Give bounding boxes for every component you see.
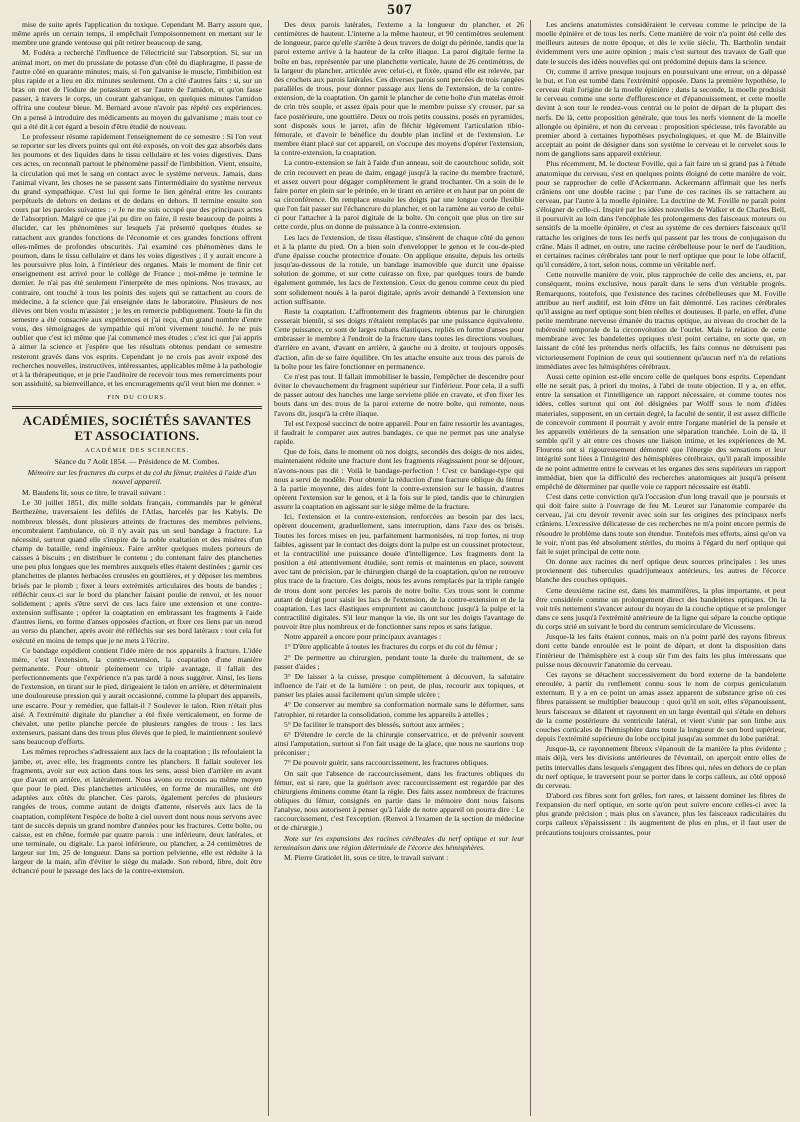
paragraph: Cette deuxième racine est, dans les mammifères, la plus importante, et peut être considérée comme un prolongement direct des bandelettes optiques. On la voit très nettement s'avancer autour du noyau de la couche optique et se prolonger dans ce sens jusqu'à l'extrémité antérieure de la ligne qui sépare la couche optique du corps strié en suivant le bord du centrum semicirculare de Vicussens.	[536, 585, 786, 632]
paragraph: Jusque-là les faits étaient connus, mais on n'a point parlé des rayons fibreux dont cette bande enroulée est le point de départ, et dont la disposition dans l'intérieur de l'hémisphère est à coup sûr l'un des faits les plus intéressans que puisse nous découvrir l'anatomie du cerveau.	[536, 632, 786, 669]
paragraph: D'abord ces fibres sont fort grêles, fort rares, et laissent dominer les fibres de l'expansion du nerf optique, en sorte qu'on peut suivre encore celles-ci avec la plus grande précision ; mais plus on s'avance, plus les faisceaux radiculaires du corps calleux s'épaississent : ils augmentent de plus en plus, et il faut user de précautions toujours croissantes, pour	[536, 790, 786, 837]
paragraph: On sait que l'absence de raccourcissement, dans les fractures obliques du fémur, est si rare, que la guérison avec raccourcissement est regardée par des chirurgiens éminens comme étant la règle. Des faits assez nombreux de fractures obliques du fémur, consignés en partie dans le mémoire dont nous faisons l'analyse, nous autorisent à penser qu'à l'aide de notre appareil on pourra dire : Le raccourcissement, c'est l'exception. (Renvoi à l'examen de la section de médecine et de chirurgie.)	[274, 768, 524, 833]
paragraph: Ici, l'extension et la contre-extension, renforcées au besoin par des lacs, opèrent doucement, graduellement, sans interruption, dans l'axe des os brisés. Toutes les forces mises en jeu, parfaitement harmonisées, ni trop fortes, ni trop faibles, agissent par le contact des doigts dont la pulpe est un coussinet protecteur, et la contractilité une puissance douée d'intelligence. Les fragments dont la position a été attentivement étudiée, sont remis et maintenus en place, souvent avec tant de précision, par le chirurgien chargé de la coaptation, qu'on ne retrouve plus trace de la fracture. Ces doigts, nous les avons remplacés par la triple rangée de trous dont sont percées les parois de notre boîte. Ces trous sont le comme autant de doigt pour saisir les lacs de l'extension, de la contre-extension et de la coaptation. Les lacs élastiques empruntent au caoutchouc jusqu'à la pulpe et la contractilité digitales. S'il leur manque la vie, ils ont sur les doigts l'avantage de pouvoir être plus nombreux et de fonctionner sans repos et sans fatigue.	[274, 512, 524, 632]
paragraph: C'est dans cette conviction qu'à l'occasion d'un long travail que je poursuis et qui doit faire suite à l'ouvrage de feu M. Leuret sur l'anatomie comparée du cerveau, j'ai cru devoir revenir avec soin sur les origines des principaux nerfs crâniens. L'excessive délicatesse de ces recherches ne m'a point encore permis de résoudre le problème dans toute son étendue. Toutefois mes efforts, ainsi qu'on va le voir, n'ont pas été absolument stériles, du moins à l'égard du nerf optique qui fait le sujet principal de cette note.	[536, 491, 786, 556]
paragraph: Plus récemment, M. le docteur Foville, qui a fait faire un si grand pas à l'étude anatomique du cerveau, s'est en quelques points éloigné de cette manière de voir, pour se rapprocher de celle d'Ackermann. Ackermann affirmait que les nerfs crâniens ont une double racine ; par l'une de ces racines ils se rattachent au cerveau, par l'autre à la moelle épinière. La doctrine de M. Foville ne paraît point s'éloigner de celle-ci. Inspiré par les idées nouvelles de Walker et de Charles Bell, il poursuivit au loin dans l'encéphale les prolongemens des faisceaux moteurs ou sensitifs de la moelle épinière, et c'est au système de ces derniers faisceaux qu'il rattache les origines de tous les nerfs qui passent par les trous de conjugaison du crâne. Mais il admet, en outre, une racine cérébelleuse pour le nerf de l'audition, et certaines racines cérébrales tant pour le nerf optique que pour le lobe olfactif, qu'il considère, à tort, selon nous, comme un véritable nerf.	[536, 159, 786, 270]
page-number: 507	[387, 2, 413, 18]
session-line: Séance du 7 Août 1854. — Présidence de M. Combes.	[54, 456, 220, 466]
list-item: 1° D'être applicable à toutes les fractures du corps et du col du fémur ;	[284, 642, 498, 652]
note-author-line: M. Pierre Gratiolet lit, sous ce titre, le travail suivant :	[284, 852, 449, 862]
paragraph: On donne aux racines du nerf optique deux sources principales : les unes proviennent des tubercules quadrijumeaux antérieurs, les autres de l'écorce blanche des couches optiques.	[536, 557, 786, 585]
column-middle	[274, 20, 524, 1116]
memoir-title: Mémoire sur les fractures du corps et du col du fémur, traitées à l'aide d'un nouvel appareil.	[27, 467, 257, 486]
paragraph: Les mêmes reproches s'adressaient aux lacs de la coaptation ; ils refoulaient la jambe, et, avec elle, les fragments contre les planchers. Il fallait soulever les fragments, avoir sur eux action dans tous les sens, aussi bien d'arrière en avant que d'avant en arrière, et latéralement. Nous avons eu recours au même moyen que pour le pied. Des planchettes articulées, en forme de murailles, ont été adaptées aux côtés du plancher. Ces parois, également percées de plusieurs rangées de trous, comme autant de doigts d'attente, réservés aux lacs de la coaptation, complètent l'espèce de boîte à ciel ouvert dont nous nous servons avec tant de succès depuis un grand nombre d'années pour les fractures. Cette boîte, ou caisse, est en chêne, formée par quatre parois : une inférieure, deux latérales, et une terminale, ou digitale. La paroi inférieure, ou plancher, a 24 centimètres de largeur sur 1m, 25 de longueur. Dans sa portion pelvienne, elle est réduite à la largeur de la main, afin d'éviter le siège du malade. Son rebord, libre, doit être échancré pour le passage des lacs de la contre-extension.	[12, 747, 262, 876]
paragraph: M. Fodéra a recherché l'influence de l'électricité sur l'absorption. Si, sur un animal mort, on met du prussiate de potasse d'un côté du diaphragme, il passe de l'autre côté en quarante minutes; mais, si l'on galvanise le muscle, l'imbibition est plus rapide et a lieu en dix minutes seulement. On a cité d'autres faits : si, sur un bras on met de l'iodure de potassium et sur l'autre de l'amidon, et qu'on fasse passer, à travers le corps, un courant galvanique, en quelques minutes l'amidon offrira une couleur bleue. M. Bernard avoue n'avoir pas répété ces expériences. On a pensé à introduire des médicaments au moyen du galvanisme ; mais tout ce qui a été dit à cet égard a besoin d'être étudié de nouveau.	[12, 48, 262, 131]
paragraph: Ces rayons se détachent successivement du bord externe de la bandelette enroulée, à partir du renflement connu sous le nom de corpus geniculatum externum. Il y a en ce point un amas assez apparent de substance grise où ces fibres paraissent se multiplier beaucoup : quoi qu'il en soit, elles s'épanouissent, leurs faisceaux se dilatent et rayonnent en un large éventail qui s'étale en dehors de la corne postérieure du ventricule latéral, et vient s'unir par son limbe aux couches corticales de l'hémisphère dans toute la longueur de son bord supérieur, depuis l'extrémité supérieure du lobe occipital jusqu'au sommet du lobe pariétal.	[536, 669, 786, 744]
list-item: 2° De permettre au chirurgien, pendant toute la durée du traitement, de se passer d'aides ;	[274, 652, 524, 671]
list-item: 4° De conserver au membre sa conformation normale sans le déformer, sans l'atrophier, ni retarder la consolidation, comme les appareils à attelles ;	[274, 700, 524, 719]
paragraph: Ce bandage expédient contient l'idée mère de nos appareils à fracture. L'idée mère, c'est l'extension, la contre-extension, la coaptation d'une manière permanente. Pour obtenir pleinement ce triple avantage, il fallait des perfectionnements que l'expérience n'a pas tardé à nous suggérer. Ainsi, les liens de l'extension, en tirant sur le pied, dirigeaient le talon en arrière, et déterminaient une douloureuse pression qui y aurait occasionné, comme la plupart des appareils, une escarre. Pour y remédier, que fallait-il ? Soulever le talon. Rien n'était plus aisé. A l'extrémité digitale du plancher a été fixée verticalement, en forme de chevalet, une petite planche percée de plusieurs rangées de trous : les lacs extenseurs, passant dans des trous plus élevés que le pied, le maintiennent soulevé sans beaucoup d'efforts.	[12, 645, 262, 747]
paragraph: Or, comme il arrive presque toujours en poursuivant une erreur, on a dépassé le but, et l'on est tombé dans l'extrémité opposée. Dans la première hypothèse, le cerveau était l'origine de la moelle épinière ; dans la seconde, la moelle produisit le cerveau comme une sorte d'efflorescence et d'épanouissement, et cette moelle devint à son tour le rendez-vous central ou le point de départ de la plupart des nerfs. De là, cette proposition générale, que tous les nerfs viennent de la moelle allongée ou épinière, et non du cerveau : proposition spécieuse, très favorable au premier abord à certaines hypothèses psychologiques, et que M. de Blainville acceptait au point de désigner dans son système le cerveau et le cervelet sous le nom de ganglions sans appareil extérieur.	[536, 66, 786, 159]
list-item: 5° De faciliter le transport des blessés, surtout aux armées ;	[284, 719, 464, 729]
list-item: 3° De laisser à la cuisse, presque complètement à découvert, la salutaire influence de l'air et de la lumière : on peut, de plus, recourir aux topiques, et panser les plaies aussi facilement qu'un simple ulcère ;	[274, 671, 524, 700]
column-rule-right	[530, 20, 531, 1116]
column-rule-left	[268, 20, 269, 1116]
paragraph: M. Baudens lit, sous ce titre, le travail suivant :	[22, 488, 166, 498]
paragraph: Tel est l'exposé succinct de notre appareil. Pour en faire ressortir les avantages, il faudrait le comparer aux autres bandages, ce que ne permet pas une analyse rapide.	[274, 418, 524, 447]
paragraph: Les lacs de l'extension, de tissu élastique, s'insèrent de chaque côté du genou et à la plante du pied. On a bien soin d'envelopper le genou et le cou-de-pied d'une épaisse couche protectrice d'ouate. On applique ensuite, depuis les orteils jusqu'au-dessous de la rotule, un bandage inamovible que durcit une épaisse solution de gomme, et sur cette cuirasse on fixe, par quelques tours de bande également gommée, les lacs de l'extension. Ceux du genou comme ceux du pied sont solidement noués à la paroi digitale, après avoir demandé à l'extension une action suffisante.	[274, 232, 524, 306]
paragraph: Que de fois, dans le moment où nos doigts, secondés des doigts de nos aides, maintenaient réduite une fracture dont les fragments réagissaient pour se déjouer, n'avons-nous pas dit : Voilà le bandage-perfection ! C'est ce bandage-type qui nous a servi de modèle. Pour obtenir la réduction d'une fracture oblique du fémur à la partie moyenne, des aides font la contre-extension sur le bassin, d'autres opèrent l'extension sur le genou, et à la fois sur le pied, tandis que le chirurgien assure la coaptation en agissant sur le siège même de la fracture.	[274, 447, 524, 512]
column-right	[536, 20, 786, 1116]
paragraph: Les anciens anatomistes considéraient le cerveau comme le principe de la moelle épinière et de tous les nerfs. Cette manière de voir n'a point été celle des meilleurs auteurs de notre époque, et dès le xviie siècle, Th. Bartholin tendait évidemment vers une autre opinion ; mais c'est surtout des travaux de Gall que date le succès des idées nouvelles qui ont prédominé depuis dans la science.	[536, 20, 786, 66]
section-divider	[12, 406, 262, 409]
paragraph: Jusque-là, ce rayonnement fibreux s'épanouit de la manière la plus évidente ; mais déjà, vers les divisions antérieures de l'éventail, on aperçoit entre elles de petits intervalles dans lesquels s'engagent des fibres qui, nées en dehors de ce plan du nerf optique, le traversent pour se porter dans le corps calleux, au côté opposé du cerveau.	[536, 744, 786, 790]
paragraph: Cette nouvelle manière de voir, plus rapprochée de celle des anciens, et, par conséquent, moins exclusive, nous paraît dans le sens d'un véritable progrès. Remarquons, toutefois, que l'existence des racines cérébelleuses que M. Foville attribue au nerf auditif, est loin d'être un fait démontré. Les racines cérébrales qu'il assigne au nerf optique sont bien réelles et douteuses. Il parle, en effet, d'une petite membrane nerveuse émanée du tractus optique, au niveau du crochet de la tubérosité temporale de la circonvolution de l'ourlet. Mais la relation de cette membrane avec les bandelettes optiques n'est point certaine, en sorte que, en laissant de côté les prétendus nerfs olfactifs, les faits connus ne détruisent pas victorieusement l'opinion de ceux qui soutiennent qu'aucun nerf n'a de relations immédiates avec les hémisphères cérébraux.	[536, 270, 786, 371]
paragraph: Notre appareil a encore pour principaux avantages :	[284, 632, 442, 642]
list-item: 7° De pouvoir guérir, sans raccourcissement, les fractures obliques.	[284, 758, 489, 768]
paragraph: Des deux parois latérales, l'externe a la longueur du plancher, et 26 centimètres de hauteur. L'interne a la même hauteur, et 90 centimètres seulement de longueur, parce qu'elle s'arrête à deux travers de doigt du périnée, tandis que la paroi externe arrive à la hauteur de la crête iliaque. La paroi digitale ferme la boîte en bas, représentée par une planchette verticale, haute de 26 centimètres, de la largeur du plancher, articulée avec celui-ci, et fixée, quand elle est relevée, par des crochets aux parois latérales. Ces diverses parois sont percées de trois rangées parallèles de trous, pour donner passage aux liens de l'extension, de la contre-extension, de la coaptation. On garnit le plancher de cette boîte d'un matelas étroit de crin très souple, et assez épais pour que le membre puisse s'y creuser, par sa face postérieure, une gouttière. Deux ou trois petits coussins, posés en pyramides, sont disposés sous le jarret, afin de fléchir légèrement l'articulation tibio-fémorale, et d'avoir le bénéfice du double plan incliné et de l'extension. Le membre étant placé sur cet appareil, on s'occupe des moyens d'opérer l'extension, la contre-extension, la coaptation.	[274, 20, 524, 158]
list-item: 6° D'étendre le cercle de la chirurgie conservatrice, et de prévenir souvent ainsi l'amputation, surtout si l'on fait usage de la glace, que nous ne saurions trop préconiser ;	[274, 729, 524, 758]
paragraph: Aussi cette opinion est-elle encore celle de quelques bons esprits. Cependant elle ne serait pas, à priori du moins, à l'abri de toute objection. Il y a, en effet, entre la sensation et l'intelligence un rapport nécessaire, et comme toutes nos idées, celles surtout qui ont été désignées par Wolff sous le nom d'idées materiales, supposent, en un certain degré, la faculté de sentir, il est assez difficile de concevoir comment il pourrait y avoir entre l'organe matériel de la pensée et les appareils extérieurs de la sensation une séparation tranchée. Loin de là, il semble qu'il y ait entre ces choses une liaison intime, et les expériences de M. Flourens ont si rigoureusement démontré que l'énergie des sensations et leur intégrité sont liées à l'intégrité des hémisphères cérébraux, qu'il paraît impossible de ne point admettre entre le cerveau et les organes des sens supérieurs un rapport immédiat, bien que la difficulté des recherches anatomiques ait jusqu'à présent empêché de déterminer par quelle voie ce rapport nécessaire est établi.	[536, 371, 786, 491]
end-of-course-marker: FIN DU COURS.	[107, 394, 167, 402]
note-title: Note sur les expansions des racines cérébrales du nerf optique et sur leur terminaison dans une région déterminée de l'écorce des hémisphères.	[274, 833, 524, 852]
paragraph: Le professeur résume rapidement l'enseignement de ce semestre : Si l'on veut se reporter sur les divers points qui ont été exposés, on voit des gaz absorbés dans les poumons et des liquides dans le tissu cellulaire et les voies digestives. Dans ces actes, on reconnaît partout le phénomène passif de l'imbibition. Vient, ensuite, la circulation qui met le sang en contact avec le système nerveux. Jamais, dans l'animal vivant, les choses ne se passent sans l'intermédiaire du système nerveux du grand sympathique. C'est lui qui forme le lien général entre les courants perpétuels de dehors en dedans et de dedans en dehors. Il termine ensuite son cours par les paroles suivantes : « Je ne me suis occupé que des principaux actes de l'absorption. Malgré ce que j'ai pu dire ou faire, il reste beaucoup de points à élucider, car les phénomènes sur lesquels j'ai présenté quelques études se rattachent aux grandes fonctions de l'économie et ces grandes fonctions offrent elles-mêmes de profondes obscurités. J'ai examiné ces phénomènes dans le poumon, dans le tissu cellulaire et dans les voies digestives ; il y aurait encore à les poursuivre plus loin, à l'intérieur des organes. Mais le moment de finir cet enseignement est arrivé pour le collège de France ; moi-même je termine le dernier. Je n'ai pas été seulement l'interprète de mes opinions. Nos travaux, au contraire, ont touché à tous les points des sujets qui se rattachent au cours de médecine, à la science que j'ai enseignée dans le laboratoire. Plusieurs de nos élèves ont bien voulu m'assister ; je les en remercie publiquement. Toute la fin du semestre a été consacrée aux expériences et j'ai reçu, d'un grand nombre d'entre vous, des témoignages de sympathie qui m'ont vivement touché. Je ne puis oublier que c'est ici même que j'ai commencé mes études ; c'est ici que j'ai appris à aimer la science et j'espère que les résultats obtenus pendant ce semestre resteront gravés dans vos esprits. Cependant je ne crois pas avoir exposé des recherches nouvelles, instructives, intéressantes, applicables même à la pathologie et à la thérapeutique, et je prie l'auditoire de recevoir tous mes remerciments pour son assiduité, sa bienveillance, et les encouragements qu'il veut bien me donner. »	[12, 131, 262, 389]
paragraph: Reste la coaptation. L'affrontement des fragments obtenus par le chirurgien cesserait bientôt, si ses doigts n'étaient remplacés par une puissance équivalente. Cette puissance, ce sont de larges rubans élastiques, repliés en forme d'anses pour embrasser le membre à l'endroit de la fracture dans toutes les directions voulues, d'arrière en avant, d'avant en arrière, à gauche ou à droite, et toujours opposés d'action, afin de se faire équilibre. On les attache ensuite aux trous des parois de la boîte pour les faire fonctionner en permanence.	[274, 306, 524, 371]
paragraph: Le 30 juillet 1851, dix mille soldats français, commandés par le général Berthezène, traversaient les défilés de l'Atlas, harcelés par les Kabyls. De nombreux blessés, dont plusieurs atteints de fractures des membres pelviens, encombraient l'ambulance, où il n'y avait pas un seul bandage à fracture. La nécessité, surtout quand elle s'inspire de la noble exaltation et des misères d'un champ de bataille, rend ingénieux. Faire arrêter quelques mulets porteurs de caisses à biscuits ; en distribuer le contenu ; du contenant faire des planchettes une peu plus longues que les membres auxquels elles étaient destinées ; garnir ces planchettes de plantes herbacées creusées en gouttières, et y déposer les membres brisés par le plomb ; fixer à leurs extrémités articulaires des bouts de bandes ; réfléchir ceux-ci sur le bord du plancher faisant poulie de renvoi, et les nouer solidement ; après s'être servi de ces lacs faire une extension et une contre-extension suffisante ; opérer la coaptation en embrassant les fragments à l'aide d'autres liens, en forme d'anses opposées d'action, et fixer ces liens par un nœud au verso du plancher, après avoir été réfléchis sur ses bord latéraux : tout cela fut exécuté en moins de temps que je ne mets à l'écrire.	[12, 498, 262, 645]
paragraph: mise de suite après l'application du toxique. Cependant M. Barry assure que, même après un certain temps, il empêchait l'empoisonnement en mettant sur le membre une grande ventouse qui pût retirer beaucoup de sang.	[12, 20, 262, 48]
column-left	[12, 20, 262, 1116]
paragraph: La contre-extension se fait à l'aide d'un anneau, soit de caoutchouc solide, soit de crin recouvert en peau de daim, engagé jusqu'à la racine du membre fracturé, et assez ouvert pour dégager complètement le grand trochanter. On a soin de le faire porter en plein sur le périnée, en le tirant en arrière et en haut par un point de sa circonférence. On remplace ensuite les doigts par une longue corde flexible que l'on fait passer sur l'échancrure du plancher, et on la ramène au verso de celui-ci pour l'attacher à la paroi digitale de la boîte. On conçoit que plus on tire sur cette corde, plus on donne de puissance à la contre-extension.	[274, 158, 524, 232]
academy-name: ACADÉMIE DES SCIENCES.	[84, 447, 190, 455]
section-heading: ACADÉMIES, SOCIÉTÉS SAVANTES ET ASSOCIATIONS.	[22, 413, 252, 444]
paragraph: Ce n'est pas tout. Il fallait immobiliser le bassin, l'empêcher de descendre pour éviter le chevauchement du fragment supérieur sur l'inférieur. Pour cela, il a suffi de passer autour des hanches une large serviette pliée en cravate, et d'en fixer les bouts dans un des trous de la paroi externe de notre boîte, qui remonte, nous l'avons dit, jusqu'à la crête iliaque.	[274, 371, 524, 418]
